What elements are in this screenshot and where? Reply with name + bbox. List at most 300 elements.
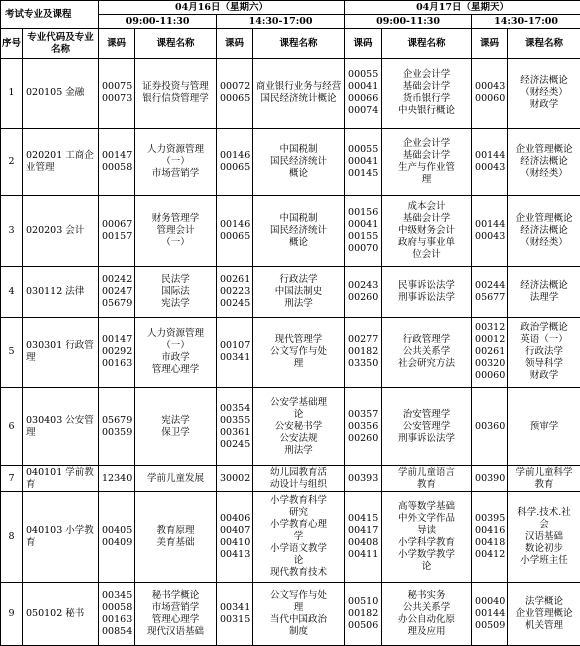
course-name: 小学语文教学 xyxy=(270,542,328,554)
course-codes-cell xyxy=(345,492,382,582)
course-code: 00058 xyxy=(102,601,133,613)
course-code: 05679 xyxy=(102,414,133,426)
course-name: 成本会计 xyxy=(407,200,446,212)
course-name: 理 xyxy=(293,601,304,613)
course-name: 会 xyxy=(539,518,549,530)
course-code: 00359 xyxy=(102,426,133,438)
course-code: 05677 xyxy=(475,291,506,303)
course-code: 00144 xyxy=(475,149,506,161)
course-codes-cell xyxy=(217,128,253,196)
course-code: 00075 xyxy=(102,81,133,93)
course-name: 人力资源管理 xyxy=(147,143,205,155)
course-names-cell xyxy=(135,317,217,388)
course-code: 00182 xyxy=(348,346,379,358)
header-seq: 序号 xyxy=(1,29,23,59)
course-name: 民法学 xyxy=(161,273,190,285)
course-code: 00066 xyxy=(348,93,379,105)
table-row xyxy=(1,388,580,466)
course-name: 小学科学教育 xyxy=(398,536,456,548)
course-name: 制度 xyxy=(289,625,309,637)
course-name: 刑法学 xyxy=(284,297,313,309)
course-name: 人力资源管理 xyxy=(147,328,205,340)
course-code: 00041 xyxy=(348,81,379,93)
row-major: 030112 法律 xyxy=(23,266,99,317)
header-code: 课码 xyxy=(217,29,253,59)
table-row xyxy=(1,266,580,317)
course-code: 00223 xyxy=(220,285,251,297)
course-name: 教育 xyxy=(417,478,437,490)
course-names-cell xyxy=(135,266,217,317)
course-code: 00065 xyxy=(220,93,251,105)
course-code: 00395 xyxy=(475,512,506,524)
course-name: 概论 xyxy=(289,236,309,248)
course-name: 位会计 xyxy=(412,248,441,260)
course-codes-cell xyxy=(472,128,508,196)
course-name: 保卫学 xyxy=(161,426,190,438)
course-name: （财经类） xyxy=(520,236,568,248)
course-name: 公安法规 xyxy=(279,432,318,444)
course-name: 刑事诉讼法学 xyxy=(398,291,456,303)
course-name: 国民经济统计概论 xyxy=(260,93,337,105)
course-codes-cell xyxy=(217,59,253,129)
course-name: 教育原理 xyxy=(156,524,195,536)
course-codes-cell xyxy=(99,128,135,196)
course-code: 00074 xyxy=(348,105,379,117)
course-codes-cell xyxy=(99,492,135,582)
course-code: 00405 xyxy=(102,524,133,536)
header-course: 课程名称 xyxy=(508,29,580,59)
course-codes-cell xyxy=(472,582,508,645)
table-row xyxy=(1,317,580,388)
header-day1-am: 09:00-11:30 xyxy=(99,15,217,29)
course-code: 00073 xyxy=(102,93,133,105)
course-name: （一） xyxy=(161,236,190,248)
course-name: 理 xyxy=(293,358,304,370)
course-name: 领导科学 xyxy=(525,358,564,370)
course-names-cell xyxy=(508,196,580,267)
course-names-cell xyxy=(508,582,580,645)
course-name: 机关管理 xyxy=(525,619,564,631)
course-code: 00360 xyxy=(475,420,506,432)
course-code: 00155 xyxy=(348,230,379,242)
course-code: 00341 xyxy=(220,352,251,364)
course-code: 00408 xyxy=(348,536,379,548)
course-code: 00341 xyxy=(220,601,251,613)
course-code: 00043 xyxy=(475,161,506,173)
course-name: 治安管理学 xyxy=(402,408,451,420)
course-name: 学前儿童语言 xyxy=(398,466,456,478)
course-names-cell xyxy=(253,266,345,317)
course-name: 企业会计学 xyxy=(402,69,451,81)
row-seq: 9 xyxy=(1,582,23,645)
course-code: 00146 xyxy=(220,149,251,161)
row-seq: 4 xyxy=(1,266,23,317)
course-names-cell xyxy=(382,196,472,267)
course-name: 中国税制 xyxy=(279,212,318,224)
table-row xyxy=(1,59,580,129)
course-name: 当代中国政治 xyxy=(270,613,328,625)
course-codes-cell xyxy=(345,128,382,196)
course-name: 科学.技术.社 xyxy=(517,506,571,518)
course-name: 公安学基础理 xyxy=(270,396,328,408)
course-names-cell xyxy=(253,128,345,196)
course-name: 管理心理学 xyxy=(151,364,200,376)
course-code: 00055 xyxy=(348,143,379,155)
course-code: 00041 xyxy=(348,155,379,167)
header-course: 课程名称 xyxy=(135,29,217,59)
course-name: 公共关系学 xyxy=(402,601,451,613)
course-name: 学 xyxy=(293,530,304,542)
course-codes-cell xyxy=(472,59,508,129)
course-name: 经济法概论 xyxy=(520,75,568,87)
course-name: 民事诉讼法学 xyxy=(398,279,456,291)
course-name: 论 xyxy=(293,408,304,420)
course-name: 中国法制史 xyxy=(274,285,323,297)
course-name: 社会研究方法 xyxy=(398,358,456,370)
course-names-cell xyxy=(508,317,580,388)
course-name: 汉语基础 xyxy=(525,530,564,542)
course-code: 00146 xyxy=(220,218,251,230)
course-name: 管理心理学 xyxy=(151,613,200,625)
row-seq: 5 xyxy=(1,317,23,388)
course-code: 00041 xyxy=(348,218,379,230)
course-code: 00854 xyxy=(102,625,133,637)
course-names-cell xyxy=(508,388,580,466)
course-codes-cell xyxy=(345,59,382,129)
course-code: 00509 xyxy=(475,619,506,631)
course-codes-cell xyxy=(472,266,508,317)
course-code: 00261 xyxy=(220,273,251,285)
course-name: 理及应用 xyxy=(407,625,446,637)
header-row-columns xyxy=(1,29,580,59)
course-name: 公文写作与处 xyxy=(270,589,328,601)
course-name: 理 xyxy=(421,173,432,185)
course-name: 银行信贷管理学 xyxy=(142,93,209,105)
course-names-cell xyxy=(508,466,580,492)
course-code: 00060 xyxy=(475,93,506,105)
row-major: 020105 金融 xyxy=(23,59,99,129)
course-codes-cell xyxy=(217,317,253,388)
course-name: 中央银行概论 xyxy=(398,105,456,117)
course-code: 00055 xyxy=(348,69,379,81)
course-name: 教育 xyxy=(534,478,554,490)
course-name: 刑事诉讼法学 xyxy=(398,432,456,444)
header-day1-pm: 14:30-17:00 xyxy=(217,15,345,29)
course-names-cell xyxy=(135,492,217,582)
course-name: 企业管理概论 xyxy=(515,212,573,224)
course-name: 概论 xyxy=(289,167,309,179)
course-code: 00354 xyxy=(220,402,251,414)
header-code: 课码 xyxy=(345,29,382,59)
course-names-cell xyxy=(382,582,472,645)
course-code: 00245 xyxy=(220,297,251,309)
course-code: 12340 xyxy=(102,472,133,484)
course-code: 05679 xyxy=(102,297,133,309)
course-codes-cell xyxy=(345,466,382,492)
course-code: 00393 xyxy=(348,472,379,484)
course-name: 企业会计学 xyxy=(402,137,451,149)
schedule-body xyxy=(1,59,580,646)
course-name: 美育基础 xyxy=(156,536,195,548)
course-name: 宪法学 xyxy=(161,297,190,309)
course-name: 行政法学 xyxy=(525,346,564,358)
course-names-cell xyxy=(508,266,580,317)
course-codes-cell xyxy=(472,317,508,388)
course-names-cell xyxy=(382,466,472,492)
course-names-cell xyxy=(135,196,217,267)
course-code: 30002 xyxy=(220,472,251,484)
course-code: 00163 xyxy=(102,613,133,625)
course-name: 基础会计学 xyxy=(402,212,451,224)
course-code: 00356 xyxy=(348,420,379,432)
course-codes-cell xyxy=(472,492,508,582)
course-names-cell xyxy=(382,492,472,582)
course-codes-cell xyxy=(472,466,508,492)
course-name: 市场营销学 xyxy=(151,167,200,179)
course-name: 证券投资与管理 xyxy=(142,81,209,93)
course-code: 00067 xyxy=(102,218,133,230)
course-code: 00320 xyxy=(475,358,506,370)
course-name: 高等数学基础 xyxy=(398,500,456,512)
table-row xyxy=(1,582,580,645)
course-code: 00345 xyxy=(102,589,133,601)
course-codes-cell xyxy=(217,388,253,466)
course-names-cell xyxy=(253,59,345,129)
course-name: 公安秘书学 xyxy=(274,420,323,432)
course-name: 中外文学作品 xyxy=(398,512,456,524)
row-seq: 8 xyxy=(1,492,23,582)
course-name: 小学教育心理 xyxy=(270,518,328,530)
row-major: 030301 行政管理 xyxy=(23,317,99,388)
course-name: 办公自动化原 xyxy=(398,613,456,625)
course-code: 00058 xyxy=(102,161,133,173)
course-names-cell xyxy=(382,59,472,129)
table-row xyxy=(1,466,580,492)
course-names-cell xyxy=(382,388,472,466)
table-row xyxy=(1,128,580,196)
header-code: 课码 xyxy=(99,29,135,59)
header-course: 课程名称 xyxy=(382,29,472,59)
course-codes-cell xyxy=(345,266,382,317)
row-major: 050102 秘书 xyxy=(23,582,99,645)
course-code: 00242 xyxy=(102,273,133,285)
course-name: 动设计与组织 xyxy=(270,478,328,490)
course-code: 00361 xyxy=(220,426,251,438)
course-name: 公文写作与处 xyxy=(270,346,328,358)
course-name: 市政学 xyxy=(161,352,190,364)
course-code: 00510 xyxy=(348,595,379,607)
course-codes-cell xyxy=(345,582,382,645)
course-code: 00260 xyxy=(348,432,379,444)
course-names-cell xyxy=(382,317,472,388)
course-name: 小学班主任 xyxy=(520,554,568,566)
course-codes-cell xyxy=(99,196,135,267)
course-name: 导读 xyxy=(417,524,437,536)
course-codes-cell xyxy=(99,317,135,388)
course-code: 00012 xyxy=(475,334,506,346)
course-name: 中级财务会计 xyxy=(398,224,456,236)
course-code: 00415 xyxy=(348,512,379,524)
course-name: 国民经济统计 xyxy=(270,224,328,236)
course-code: 00247 xyxy=(102,285,133,297)
course-name: 数论初步 xyxy=(525,542,564,554)
course-codes-cell xyxy=(99,466,135,492)
course-code: 00413 xyxy=(220,548,251,560)
course-name: 经济法概论 xyxy=(520,155,568,167)
course-name: （财经类） xyxy=(520,167,568,179)
course-codes-cell xyxy=(345,317,382,388)
header-major-code-name: 专业代码及专业名称 xyxy=(23,29,99,59)
course-name: 财政学 xyxy=(529,370,559,382)
course-name: 秘书学概论 xyxy=(151,589,200,601)
course-name: 幼儿园教育活 xyxy=(270,466,328,478)
course-codes-cell xyxy=(217,492,253,582)
course-codes-cell xyxy=(217,582,253,645)
course-code: 00417 xyxy=(348,524,379,536)
course-code: 00406 xyxy=(220,512,251,524)
course-code: 00416 xyxy=(475,524,506,536)
row-major: 040103 小学教育 xyxy=(23,492,99,582)
header-code: 课码 xyxy=(472,29,508,59)
course-name: 论 xyxy=(293,554,304,566)
course-name: 政治学概论 xyxy=(520,322,568,334)
header-day1: 04月16日（星期六） xyxy=(99,1,345,15)
course-code: 00043 xyxy=(475,230,506,242)
course-code: 00409 xyxy=(102,536,133,548)
course-code: 00245 xyxy=(220,438,251,450)
course-name: 国际法 xyxy=(161,285,190,297)
header-major-title: 考试专业及课程 xyxy=(1,1,99,29)
course-name: 国民经济统计 xyxy=(270,155,328,167)
course-code: 00147 xyxy=(102,334,133,346)
course-name: 经济法概论 xyxy=(520,224,568,236)
course-code: 03350 xyxy=(348,358,379,370)
course-code: 00163 xyxy=(102,358,133,370)
course-codes-cell xyxy=(99,59,135,129)
course-name: 管理会计 xyxy=(156,224,195,236)
course-code: 00156 xyxy=(348,206,379,218)
course-name: （一） xyxy=(161,155,190,167)
course-code: 00292 xyxy=(102,346,133,358)
table-row xyxy=(1,196,580,267)
course-name: 企业管理概论 xyxy=(515,607,573,619)
row-seq: 6 xyxy=(1,388,23,466)
course-codes-cell xyxy=(472,388,508,466)
course-code: 00244 xyxy=(475,279,506,291)
course-names-cell xyxy=(508,128,580,196)
course-name: 现代管理学 xyxy=(274,334,323,346)
course-code: 00060 xyxy=(475,370,506,382)
course-name: 秘书实务 xyxy=(407,589,446,601)
course-code: 00040 xyxy=(475,595,506,607)
course-codes-cell xyxy=(345,388,382,466)
course-code: 00390 xyxy=(475,472,506,484)
course-code: 00145 xyxy=(348,167,379,179)
course-codes-cell xyxy=(345,196,382,267)
course-name: 基础会计学 xyxy=(402,149,451,161)
course-code: 00144 xyxy=(475,218,506,230)
course-codes-cell xyxy=(472,196,508,267)
row-seq: 1 xyxy=(1,59,23,129)
course-code: 00277 xyxy=(348,334,379,346)
course-code: 00357 xyxy=(348,408,379,420)
course-name: 基础会计学 xyxy=(402,81,451,93)
course-names-cell xyxy=(253,196,345,267)
course-codes-cell xyxy=(217,466,253,492)
course-name: 经济法概论 xyxy=(520,279,568,291)
course-names-cell xyxy=(135,128,217,196)
course-codes-cell xyxy=(99,582,135,645)
course-code: 00355 xyxy=(220,414,251,426)
course-code: 00411 xyxy=(348,548,379,560)
course-names-cell xyxy=(135,582,217,645)
course-name: （财经类） xyxy=(520,87,568,99)
row-major: 040101 学前教育 xyxy=(23,466,99,492)
course-code: 00182 xyxy=(348,607,379,619)
course-name: 公共关系学 xyxy=(402,346,451,358)
course-code: 00410 xyxy=(220,536,251,548)
course-name: 货币银行学 xyxy=(402,93,451,105)
course-code: 00070 xyxy=(348,242,379,254)
course-name: 学前儿童科学 xyxy=(515,466,573,478)
course-names-cell xyxy=(382,266,472,317)
course-names-cell xyxy=(253,582,345,645)
course-name: 研究 xyxy=(289,506,309,518)
course-name: 论 xyxy=(421,560,432,572)
course-code: 00144 xyxy=(475,607,506,619)
course-code: 00315 xyxy=(220,613,251,625)
course-names-cell xyxy=(253,317,345,388)
course-name: 刑法学 xyxy=(284,444,313,456)
course-name: 法理学 xyxy=(529,291,559,303)
course-code: 00312 xyxy=(475,322,506,334)
row-major: 030403 公安管理 xyxy=(23,388,99,466)
course-names-cell xyxy=(382,128,472,196)
row-seq: 3 xyxy=(1,196,23,267)
row-major: 020201 工商企业管理 xyxy=(23,128,99,196)
row-major: 020203 会计 xyxy=(23,196,99,267)
course-name: 行政管理学 xyxy=(402,334,451,346)
course-names-cell xyxy=(253,388,345,466)
course-name: 公安管理学 xyxy=(402,420,451,432)
course-code: 00065 xyxy=(220,161,251,173)
course-code: 00412 xyxy=(475,548,506,560)
course-name: 财政学 xyxy=(529,99,559,111)
course-code: 00065 xyxy=(220,230,251,242)
table-row xyxy=(1,492,580,582)
course-names-cell xyxy=(253,492,345,582)
header-day2-pm: 14:30-17:00 xyxy=(472,15,580,29)
course-code: 00407 xyxy=(220,524,251,536)
course-name: 企业管理概论 xyxy=(515,143,573,155)
course-name: 法学概论 xyxy=(525,595,564,607)
course-name: 宪法学 xyxy=(161,414,190,426)
course-name: 现代教育技术 xyxy=(270,566,328,578)
course-name: 预审学 xyxy=(529,420,559,432)
course-code: 00260 xyxy=(348,291,379,303)
course-name: 学前儿童发展 xyxy=(147,472,205,484)
course-names-cell xyxy=(253,466,345,492)
course-name: 财务管理学 xyxy=(151,212,200,224)
header-day2-am: 09:00-11:30 xyxy=(345,15,472,29)
course-code: 00261 xyxy=(475,346,506,358)
course-name: 小学教育科学 xyxy=(270,494,328,506)
course-code: 00043 xyxy=(475,81,506,93)
course-code: 00243 xyxy=(348,279,379,291)
course-name: 商业银行业务与经营 xyxy=(255,81,342,93)
course-codes-cell xyxy=(217,266,253,317)
course-codes-cell xyxy=(217,196,253,267)
